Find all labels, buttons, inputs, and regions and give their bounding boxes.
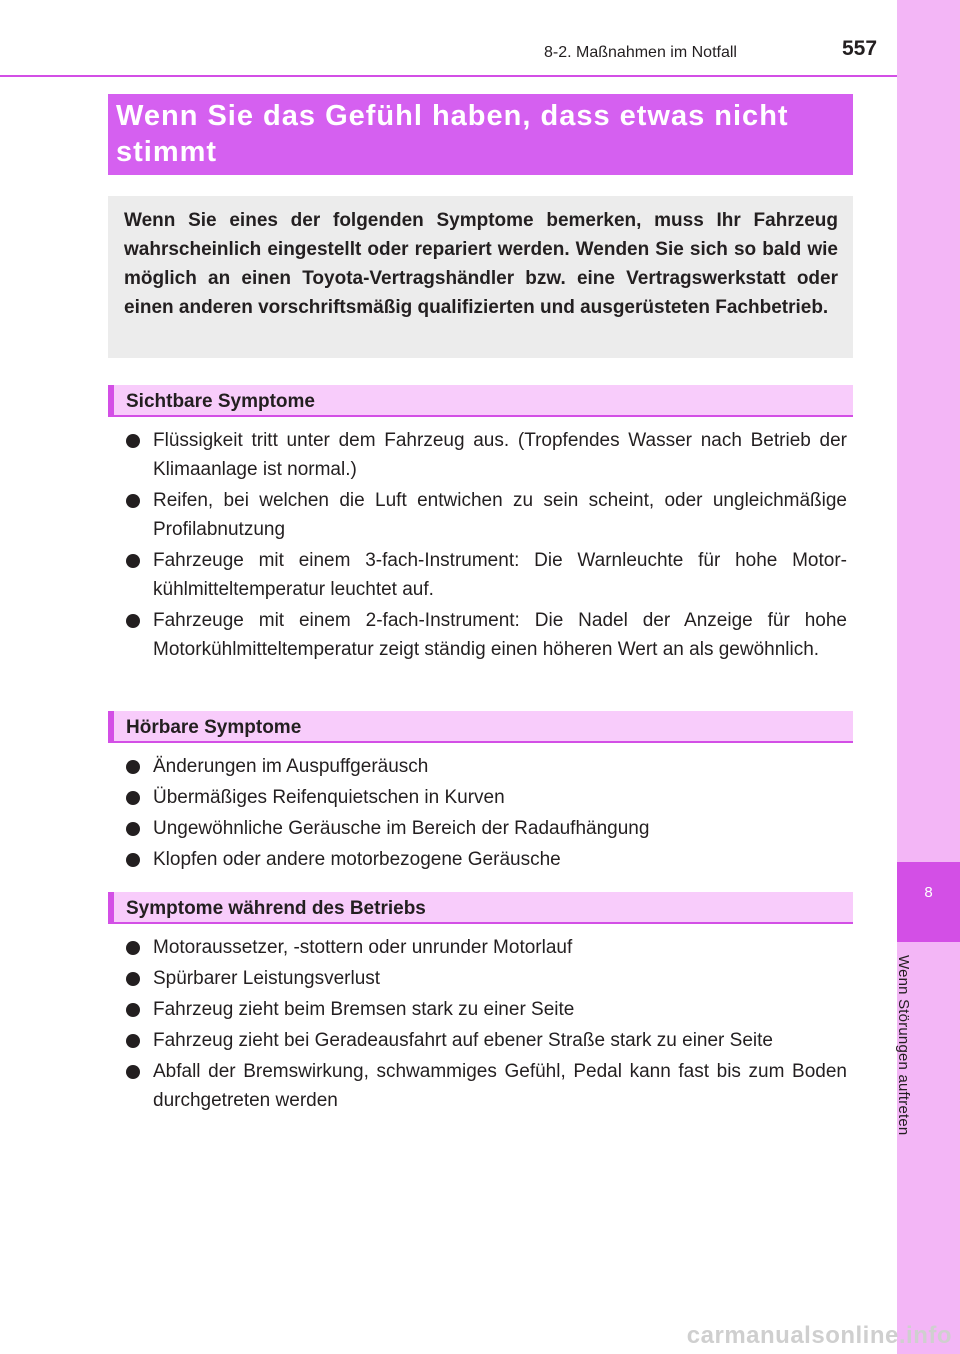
bullet-icon — [126, 554, 140, 568]
bullet-icon — [126, 434, 140, 448]
page-title: Wenn Sie das Gefühl haben, dass etwas nicht stimmt — [116, 100, 789, 168]
bullet-icon — [126, 1034, 140, 1048]
list-item: Fahrzeug zieht bei Geradeausfahrt auf ebener Straße stark zu einer Seite — [125, 1026, 847, 1055]
list-item: Fahrzeuge mit einem 3-fach-Instrument: Die Warnleuchte für hohe Motorkühlmitteltemperatur leuchtet auf. — [125, 546, 847, 604]
bullet-list-audible-symptoms — [125, 752, 847, 876]
list-item: Flüssigkeit tritt unter dem Fahrzeug aus. (Tropfendes Wasser nach Betrieb der Klimaanlage ist normal.) — [125, 426, 847, 484]
subheading-label: Sichtbare Symptome — [126, 391, 315, 412]
subheading-audible-symptoms — [108, 711, 853, 743]
subheading-label: Symptome während des Betriebs — [126, 898, 426, 919]
chapter-number: 8 — [924, 884, 933, 901]
list-item: Spürbarer Leistungsverlust — [125, 964, 847, 993]
bullet-list-visible-symptoms — [125, 426, 847, 666]
bullet-icon — [126, 941, 140, 955]
list-item: Abfall der Bremswirkung, schwammiges Gefühl, Pedal kann fast bis zum Boden durchgetreten werden — [125, 1057, 847, 1115]
list-item: Fahrzeug zieht beim Bremsen stark zu einer Seite — [125, 995, 847, 1024]
list-item: Reifen, bei welchen die Luft entwichen zu sein scheint, oder ungleichmäßige Profilabnutzung — [125, 486, 847, 544]
chapter-tab-active[interactable] — [897, 862, 960, 942]
section-label: 8-2. Maßnahmen im Notfall — [544, 44, 737, 61]
bullet-list-driving-symptoms — [125, 933, 847, 1117]
chapter-sidetab — [897, 0, 960, 1354]
bullet-icon — [126, 853, 140, 867]
bullet-icon — [126, 760, 140, 774]
list-item: Übermäßiges Reifenquietschen in Kurven — [125, 783, 847, 812]
bullet-icon — [126, 972, 140, 986]
list-item: Klopfen oder andere motorbezogene Geräusche — [125, 845, 847, 874]
page-number: 557 — [842, 37, 878, 60]
header-divider — [0, 75, 897, 77]
chapter-title: Wenn Störungen auftreten — [895, 955, 912, 1136]
list-item: Motoraussetzer, -stottern oder unrunder Motorlauf — [125, 933, 847, 962]
bullet-icon — [126, 1065, 140, 1079]
watermark: carmanualsonline.info — [686, 1322, 952, 1349]
list-item: Ungewöhnliche Geräusche im Bereich der Radaufhängung — [125, 814, 847, 843]
bullet-icon — [126, 614, 140, 628]
bullet-icon — [126, 791, 140, 805]
intro-text: Wenn Sie eines der folgenden Symptome bemerken, muss Ihr Fahrzeug wahrscheinlich eingestellt oder repariert werden. Wenden Sie sich so bald wie möglich an einen Toyota-Vertragshändler bzw. eine Vertragswerkstatt oder einen anderen vorschriftsmäßig qualifizierten und ausgerüsteten Fachbetrieb. — [124, 210, 838, 318]
list-item: Fahrzeuge mit einem 2-fach-Instrument: Die Nadel der Anzeige für hohe Motorkühlmitteltemperatur zeigt ständig einen höheren Wert an als gewöhnlich. — [125, 606, 847, 664]
subheading-label: Hörbare Symptome — [126, 717, 302, 738]
subheading-visible-symptoms — [108, 385, 853, 417]
bullet-icon — [126, 822, 140, 836]
bullet-icon — [126, 1003, 140, 1017]
subheading-driving-symptoms — [108, 892, 853, 924]
bullet-icon — [126, 494, 140, 508]
list-item: Änderungen im Auspuffgeräusch — [125, 752, 847, 781]
